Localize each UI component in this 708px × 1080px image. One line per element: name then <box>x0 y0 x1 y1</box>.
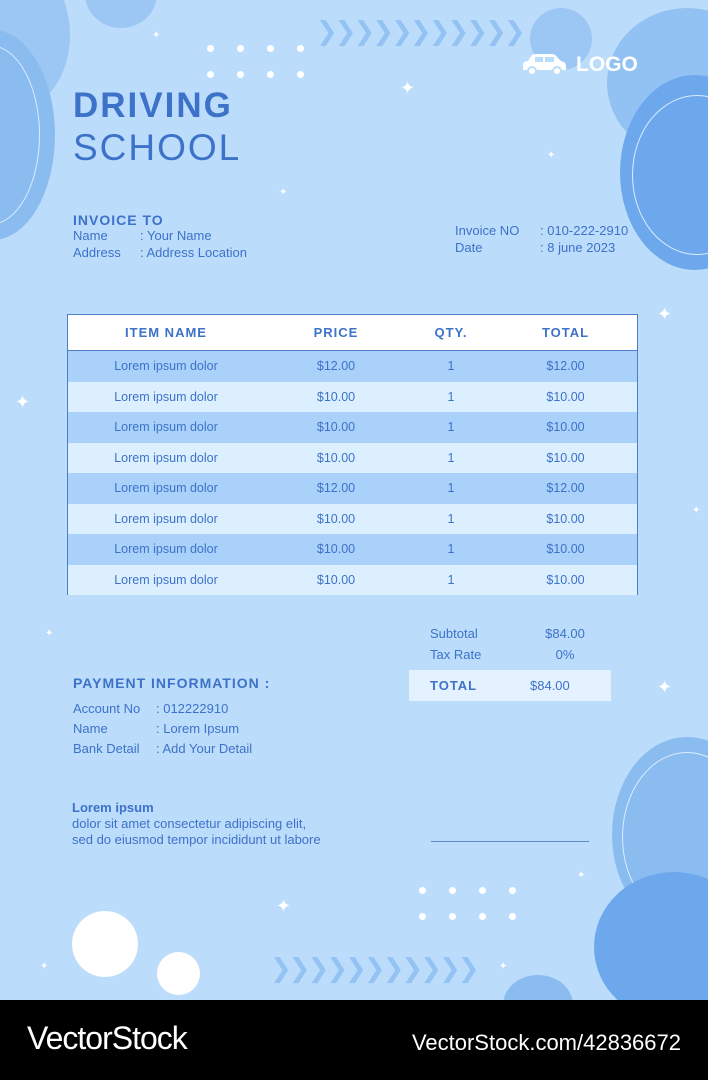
invoice-to-row <box>73 228 247 245</box>
field-value: : 010-222-2910 <box>540 223 629 238</box>
sparkle-icon: ✦ <box>499 961 508 972</box>
field-label: Bank Detail <box>73 741 140 756</box>
field-value: : Address Location <box>140 244 247 260</box>
field-label: Name <box>73 721 108 736</box>
table-body <box>68 351 637 595</box>
invoice-to-section <box>73 212 247 261</box>
cell-price: $12.00 <box>316 481 356 496</box>
invoice-meta-section <box>455 223 628 256</box>
sparkle-icon: ✦ <box>276 896 292 916</box>
decor-circle <box>85 0 157 28</box>
cell-qty: 1 <box>447 450 455 465</box>
sparkle-icon: ✦ <box>692 505 701 516</box>
cell-qty: 1 <box>447 511 455 526</box>
logo <box>520 52 638 78</box>
footer-brand: VectorStock <box>27 1020 187 1056</box>
column-header: PRICE <box>313 325 359 340</box>
field-value: : Lorem Ipsum <box>156 721 240 736</box>
cell-price: $12.00 <box>316 359 356 374</box>
note-heading: Lorem ipsum <box>72 800 154 815</box>
cell-item: Lorem ipsum dolor <box>114 542 218 557</box>
sparkle-icon: ✦ <box>40 961 49 972</box>
total-label: TOTAL <box>430 678 478 693</box>
decor-dot <box>449 887 456 894</box>
cell-total: $10.00 <box>546 420 585 435</box>
decor-chevrons: ❯❯❯❯❯❯❯❯❯❯❯ <box>270 953 477 983</box>
cell-qty: 1 <box>447 389 455 404</box>
decor-dot <box>207 71 214 78</box>
sparkle-icon: ✦ <box>279 187 288 198</box>
table-row <box>68 565 637 596</box>
sparkle-icon: ✦ <box>152 30 161 41</box>
cell-qty: 1 <box>447 481 455 496</box>
field-label: Date <box>455 239 483 255</box>
field-label: Account No <box>73 701 141 716</box>
sparkle-icon: ✦ <box>577 870 586 881</box>
car-icon <box>520 52 568 78</box>
decor-dot <box>297 45 304 52</box>
invoice-to-row <box>73 245 247 262</box>
payment-row <box>73 699 270 719</box>
page-title-line1: DRIVING <box>73 86 233 125</box>
table-row <box>68 382 637 413</box>
cell-total: $10.00 <box>546 572 585 587</box>
totals-summary <box>430 623 587 665</box>
total-value: $84.00 <box>530 678 570 693</box>
subtotal-label: Subtotal <box>430 626 478 641</box>
subtotal-value: $84.00 <box>545 626 585 641</box>
cell-item: Lorem ipsum dolor <box>114 481 218 496</box>
decor-chevrons: ❯❯❯❯❯❯❯❯❯❯❯ <box>316 16 523 46</box>
cell-item: Lorem ipsum dolor <box>114 389 218 404</box>
field-label: Address <box>73 244 121 260</box>
decor-dot <box>449 913 456 920</box>
cell-total: $10.00 <box>546 389 585 404</box>
invoice-to-heading: INVOICE TO <box>73 212 164 228</box>
table-row <box>68 443 637 474</box>
field-label: Invoice NO <box>455 223 520 238</box>
table-header <box>68 315 637 351</box>
items-table <box>67 314 638 595</box>
note-body: dolor sit amet consectetur adipiscing elit, sed do eiusmod tempor incididunt ut labore <box>72 816 321 847</box>
column-header: ITEM NAME <box>125 325 207 340</box>
table-row <box>68 412 637 443</box>
invoice-meta-row <box>455 240 628 257</box>
decor-dot <box>237 45 244 52</box>
payment-information <box>73 675 270 759</box>
sparkle-icon: ✦ <box>547 150 556 161</box>
sparkle-icon: ✦ <box>45 628 54 639</box>
cell-qty: 1 <box>447 420 455 435</box>
field-value: : Your Name <box>140 228 212 243</box>
cell-price: $10.00 <box>316 542 356 557</box>
cell-price: $10.00 <box>316 389 356 404</box>
sparkle-icon: ✦ <box>400 78 416 98</box>
decor-dot <box>419 887 426 894</box>
decor-circle <box>503 975 573 1000</box>
table-row <box>68 351 637 382</box>
cell-item: Lorem ipsum dolor <box>114 450 218 465</box>
tax-row <box>430 644 587 665</box>
sparkle-icon: ✦ <box>657 677 673 697</box>
decor-dot <box>479 913 486 920</box>
cell-qty: 1 <box>447 572 455 587</box>
cell-qty: 1 <box>447 542 455 557</box>
cell-total: $12.00 <box>546 481 585 496</box>
cell-item: Lorem ipsum dolor <box>114 359 218 374</box>
decor-circle <box>594 872 708 1000</box>
field-value: : 012222910 <box>156 701 229 716</box>
cell-total: $10.00 <box>546 542 585 557</box>
field-value: : 8 june 2023 <box>540 239 616 255</box>
decor-dot <box>267 71 274 78</box>
invoice-meta-row <box>455 223 628 240</box>
decor-dot <box>509 913 516 920</box>
subtotal-row <box>430 623 587 644</box>
column-header: QTY. <box>434 325 468 340</box>
footer-image-id: VectorStock.com/42836672 <box>411 1030 681 1055</box>
tax-label: Tax Rate <box>430 647 482 662</box>
decor-dot <box>237 71 244 78</box>
decor-dot <box>267 45 274 52</box>
payment-row <box>73 739 270 759</box>
decor-circle <box>72 911 138 977</box>
decor-dot <box>479 887 486 894</box>
cell-total: $10.00 <box>546 450 585 465</box>
cell-item: Lorem ipsum dolor <box>114 511 218 526</box>
decor-dot <box>207 45 214 52</box>
page-title-line2: SCHOOL <box>73 127 242 168</box>
payment-row <box>73 719 270 739</box>
table-row <box>68 534 637 565</box>
cell-item: Lorem ipsum dolor <box>114 572 218 587</box>
sparkle-icon: ✦ <box>15 392 31 412</box>
table-row <box>68 473 637 504</box>
cell-price: $10.00 <box>316 450 356 465</box>
notes-section <box>72 800 322 848</box>
decor-dot <box>419 913 426 920</box>
cell-price: $10.00 <box>316 420 356 435</box>
decor-dot <box>297 71 304 78</box>
field-value: : Add Your Detail <box>156 741 253 756</box>
logo-text: LOGO <box>576 53 638 76</box>
cell-total: $10.00 <box>546 511 585 526</box>
grand-total-box <box>409 670 611 701</box>
field-label: Name <box>73 228 108 243</box>
decor-circle <box>157 952 200 995</box>
watermark-footer <box>0 1000 708 1080</box>
column-header: TOTAL <box>541 325 590 340</box>
payment-heading: PAYMENT INFORMATION : <box>73 675 271 691</box>
cell-item: Lorem ipsum dolor <box>114 420 218 435</box>
cell-price: $10.00 <box>316 511 356 526</box>
signature-line <box>431 841 589 842</box>
table-row <box>68 504 637 535</box>
cell-price: $10.00 <box>316 572 356 587</box>
sparkle-icon: ✦ <box>657 304 673 324</box>
cell-qty: 1 <box>447 359 455 374</box>
tax-value: 0% <box>555 647 575 662</box>
cell-total: $12.00 <box>546 359 585 374</box>
decor-dot <box>509 887 516 894</box>
